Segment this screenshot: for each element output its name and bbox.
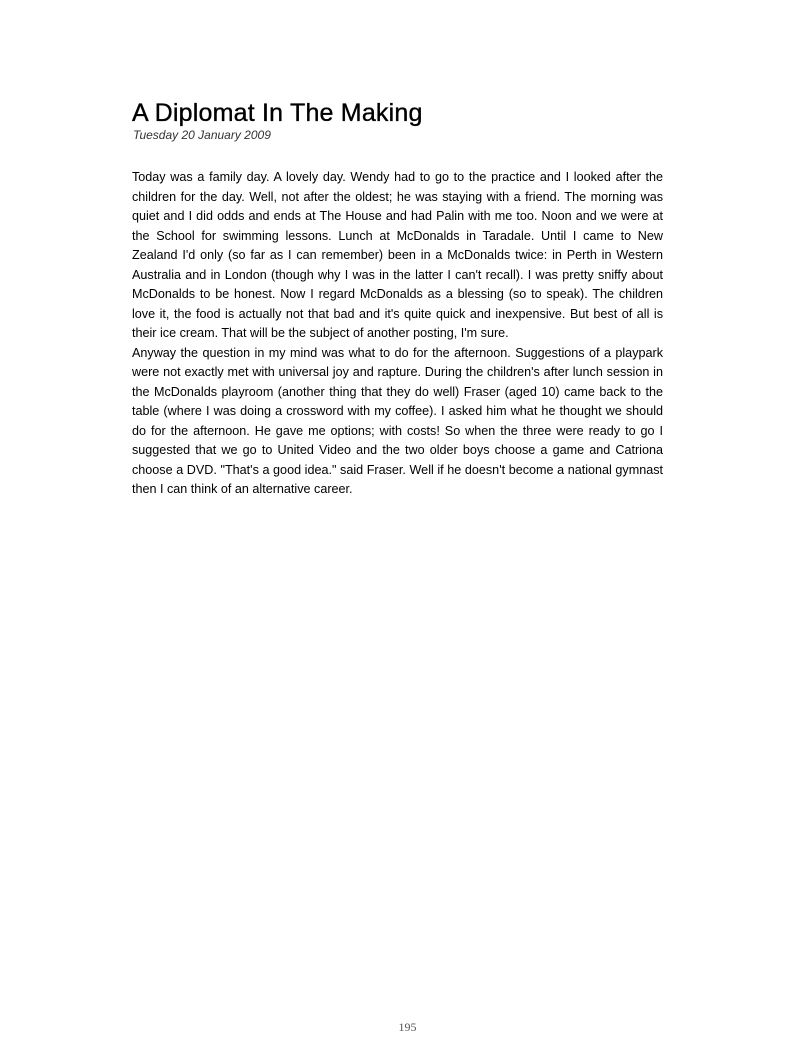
- body-paragraph: Today was a family day. A lovely day. Wendy had to go to the practice and I looked after the children for the day. Well, not after the oldest; he was staying with a friend. The morning was quiet and I did odds and ends at The House and had Palin with me too. Noon and we were at the School for swimming lessons. Lunch at McDonalds in Taradale. Until I came to New Zealand I'd only (so far as I can remember) been in a McDonalds twice: in Perth in Western Australia and in London (though why I was in the latter I can't recall). I was pretty sniffy about McDonalds to be honest. Now I regard McDonalds as a blessing (so to speak). The children love it, the food is actually not that bad and it's quite quick and inexpensive. But best of all is their ice cream. That will be the subject of another posting, I'm sure.: [132, 170, 663, 340]
- page-number: 195: [398, 1020, 417, 1034]
- blog-post: [132, 98, 663, 500]
- post-date: Tuesday 20 January 2009: [133, 128, 271, 142]
- body-paragraph: Anyway the question in my mind was what to do for the afternoon. Suggestions of a playpark were not exactly met with universal joy and rapture. During the children's after lunch session in the McDonalds playroom (another thing that they do well) Fraser (aged 10) came back to the table (where I was doing a crossword with my coffee). I asked him what he thought we should do for the afternoon. He gave me options; with costs! So when the three were ready to go I suggested that we go to United Video and the two older boys choose a game and Catriona choose a DVD. "That's a good idea." said Fraser. Well if he doesn't become a national gymnast then I can think of an alternative career.: [132, 345, 663, 496]
- post-body: [132, 168, 663, 500]
- post-title: A Diplomat In The Making: [132, 99, 423, 127]
